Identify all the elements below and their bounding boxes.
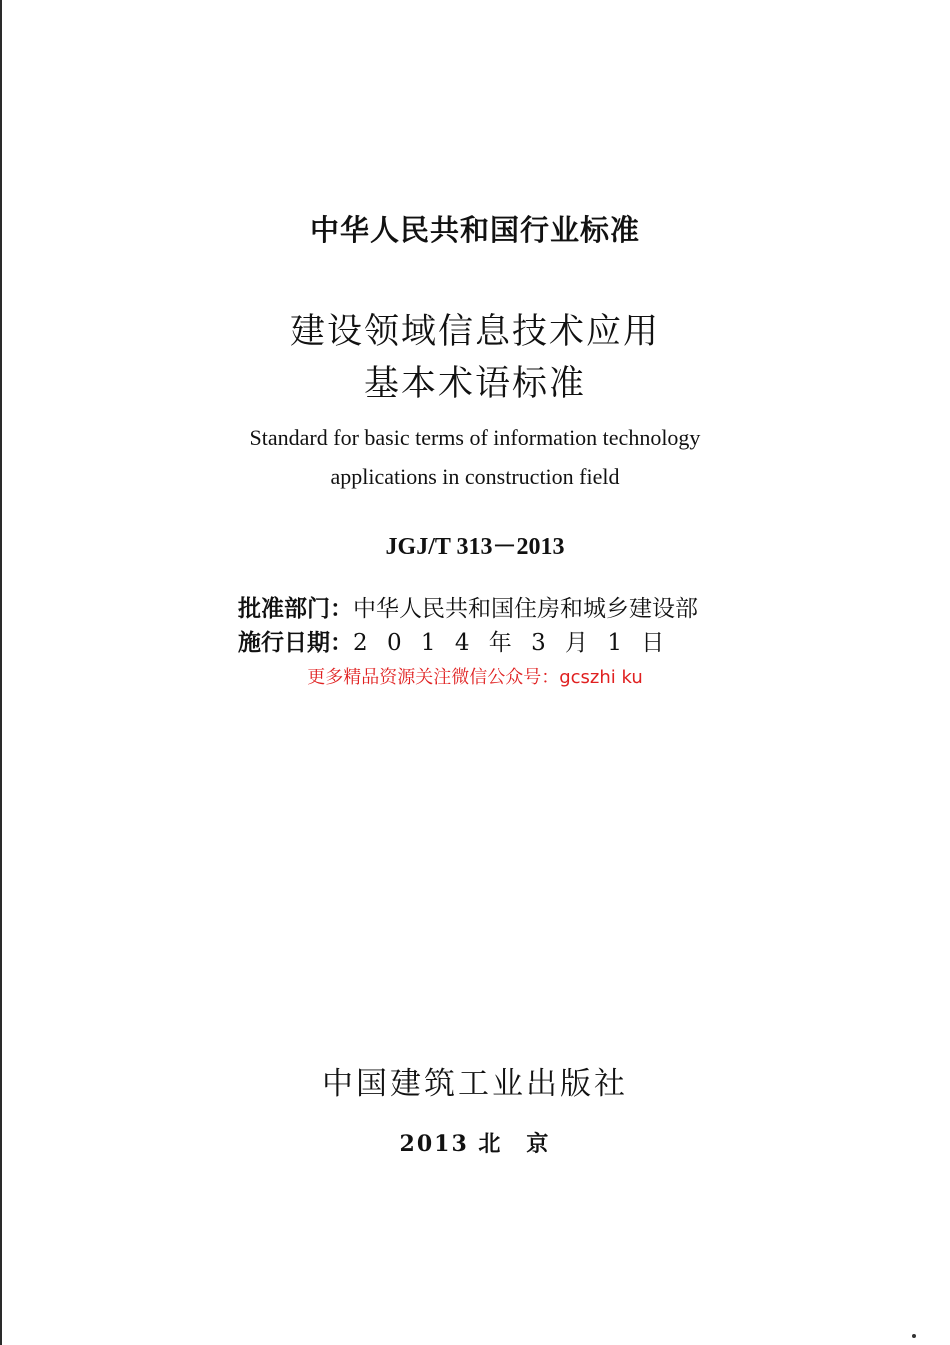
publisher-name: 中国建筑工业出版社	[322, 1066, 628, 1102]
english-title-line-1: Standard for basic terms of information technology	[249, 425, 701, 450]
implementation-date	[238, 624, 670, 657]
promo-watermark-text: 更多精品资源关注微信公众号：gcszhi ku	[307, 667, 643, 688]
scan-speck	[912, 1334, 916, 1338]
title-line-2: 基本术语标准	[363, 364, 586, 404]
publication-year-city: 2013 北 京	[399, 1131, 551, 1157]
implementation-value: 2 0 1 4 年 3 月 1 日	[353, 630, 671, 656]
standard-code: JGJ/T 313－2013	[385, 534, 565, 560]
implementation-label: 施行日期：	[238, 630, 353, 656]
approval-value: 中华人民共和国住房和城乡建设部	[353, 596, 698, 622]
standard-series-heading: 中华人民共和国行业标准	[309, 213, 640, 247]
english-title-line-2: applications in construction field	[330, 464, 620, 489]
approval-department	[238, 590, 698, 623]
approval-label: 批准部门：	[238, 596, 353, 622]
title-line-1: 建设领域信息技术应用	[289, 312, 660, 352]
